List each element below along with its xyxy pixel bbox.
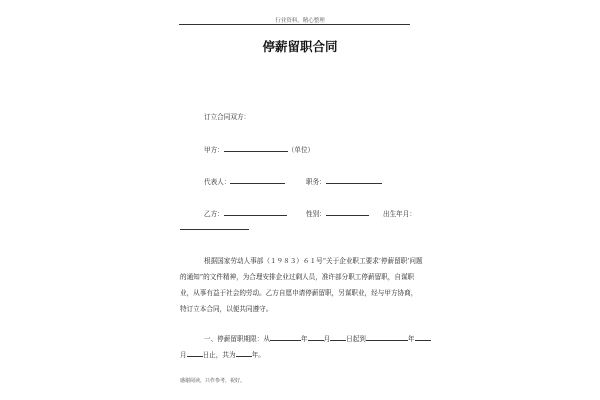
clause1-prefix: 一、停薪留职期限：从	[204, 335, 270, 343]
clause1-line1	[204, 333, 431, 343]
start-month-label: 月	[323, 335, 331, 343]
representative-label: 代表人：	[204, 178, 231, 186]
start-day-label: 日起到	[346, 335, 366, 343]
representative-line	[204, 176, 285, 186]
representative-blank	[230, 177, 285, 184]
end-month-blank-1	[415, 334, 431, 341]
party-b-blank	[224, 209, 287, 216]
party-a-label: 甲方：	[204, 146, 224, 154]
party-a-unit: （单位）	[287, 146, 315, 154]
para1-line2: 的通知”的文件精神，为合理安排企业过剩人员，准许部分职工停薪留职，自谋职	[180, 273, 415, 281]
gender-blank	[326, 209, 369, 216]
parties-intro: 订立合同双方：	[204, 113, 251, 121]
position-label: 职务：	[306, 178, 326, 186]
header-text: 行业资料，精心整理	[275, 18, 325, 24]
end-day-label: 日止，共为	[202, 351, 236, 359]
position-blank	[326, 177, 382, 184]
header-rule	[179, 24, 410, 25]
footer-text: 感谢阅读，只作参考，祝好。	[180, 378, 246, 384]
start-year-blank	[270, 334, 301, 341]
party-b-line	[204, 208, 287, 218]
gender-line	[306, 208, 369, 218]
birth-blank-line	[180, 223, 249, 232]
position-line	[306, 176, 382, 186]
end-year-blank	[366, 334, 408, 341]
end-month-label: 月	[180, 351, 187, 359]
para1-line1: 根据国家劳动人事部（１９８３）６１号“关于企业职工要求‘停薪留职’问题	[204, 257, 423, 265]
party-a-line	[204, 144, 314, 154]
birth-label: 出生年月：	[383, 210, 416, 218]
start-month-blank	[308, 334, 324, 341]
start-year-label: 年	[300, 335, 308, 343]
end-year-label: 年	[407, 335, 415, 343]
gender-label: 性别：	[306, 210, 326, 218]
clause1-line2	[180, 349, 265, 359]
birth-blank	[180, 223, 249, 230]
document-title: 停薪留职合同	[262, 39, 338, 54]
party-b-label: 乙方：	[204, 210, 224, 218]
party-a-blank	[224, 145, 288, 152]
para1-line3: 业，从事有益于社会的劳动。乙方自愿申请停薪留职，另谋职业，经与甲方协商，	[180, 289, 418, 297]
clause1-end: 年。	[251, 351, 265, 359]
end-day-blank	[187, 350, 203, 357]
birth-line	[383, 208, 416, 218]
start-day-blank	[330, 334, 346, 341]
para1-line4: 特订立本合同，以便共同遵守。	[180, 305, 273, 313]
total-years-blank	[236, 350, 252, 357]
